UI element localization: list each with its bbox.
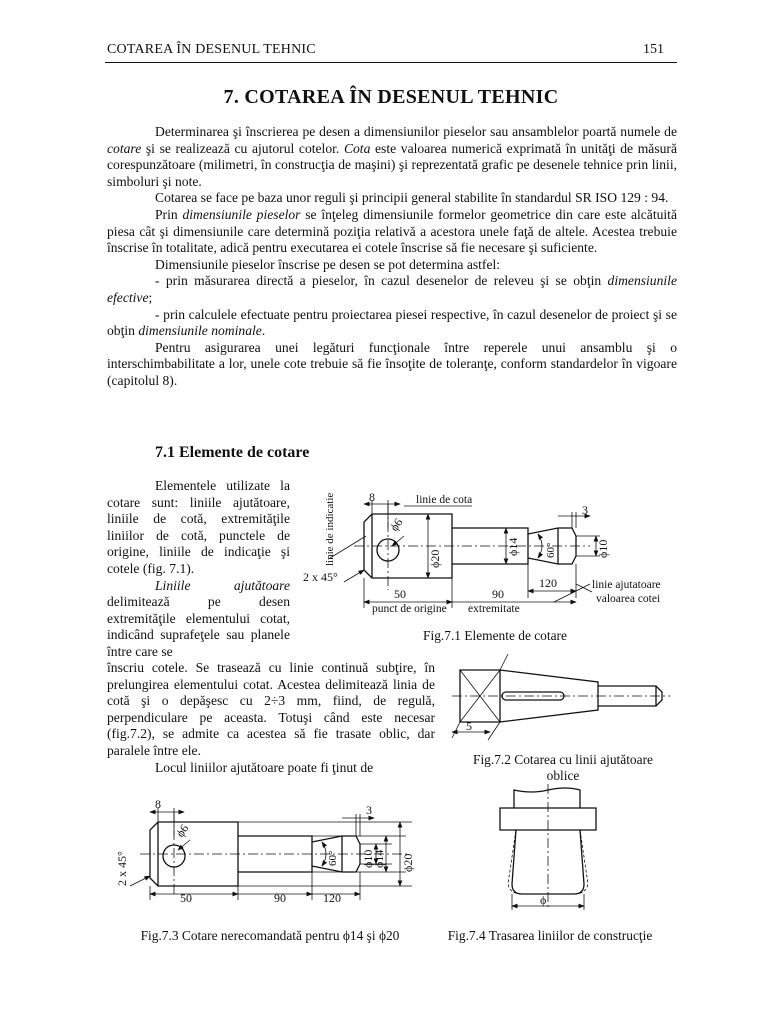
fig1-label-dimension-value: valoarea cotei: [596, 593, 661, 605]
text-run: ;: [148, 289, 153, 305]
term-cotare: cotare: [107, 140, 142, 156]
term-dimensiunile-efective: dimensiunile efective: [107, 273, 677, 305]
term-dimensiunile-nominale: dimensiunile nominale: [138, 323, 262, 339]
fig1-dim-50: 50: [394, 587, 406, 601]
paragraph-3: [107, 207, 677, 257]
paragraph-4: Dimensiunile pieselor înscrise pe desen se pot determina astfel:: [155, 256, 501, 272]
text-run: - prin calculele efectuate pentru proiectarea piesei respective, în cazul desenelor de proiect şi se obţin: [107, 306, 677, 339]
fig1-dim-120: 120: [539, 576, 557, 590]
term-liniile-ajutatoare: Liniile ajutătoare: [155, 577, 290, 593]
paragraph-location: Locul liniilor ajutătoare poate fi ţinut de: [155, 759, 374, 775]
paragraph-continued: înscriu cotele. Se trasează cu linie continuă subţire, în prelungirea elementului cotat. Acestea delimitează linia de cotă şi o depăşesc cu 2÷3 mm, fiind, de regulă, perpendiculare pe aceasta. Totuşi când este necesar (fig.7.2), se admite ca acestea să fie trasate oblic, dar paralele între ele.: [107, 660, 435, 758]
fig3-chamfer: 2 x 45°: [115, 851, 129, 886]
fig3-dim-phi10: ϕ10: [361, 849, 375, 868]
text-run: este valoarea numerică exprimată în unităţi de măsură corespunzătoare (milimetri, în construcţia de maşini) şi reprezentată grafic pe desenele tehnice prin linii, simboluri şi note.: [107, 140, 677, 189]
text-run: - prin măsurarea directă a pieselor, în cazul desenelor de releveu şi se obţin: [155, 273, 608, 289]
text-run: Prin: [155, 206, 183, 222]
fig2-caption-line1: Fig.7.2 Cotarea cu linii ajutătoare: [473, 752, 653, 767]
fig1-label-auxiliary-line: linie ajutatoare: [592, 579, 661, 591]
term-cota: Cota: [343, 140, 371, 156]
figure-7-4: [488, 784, 608, 914]
text-run: se înţeleg dimensiunile formelor geometrice din care este alcătuită piesa cât şi dimensiunile care determină poziţia relativă a acestora unele faţă de altele. Acestea trebuie înscrise în totalitate, adică pentru executarea ei cotele înscrise să fie necesare şi suficiente.: [107, 206, 677, 256]
section-text-column: [107, 478, 290, 661]
figure-7-2: [448, 652, 678, 748]
fig1-dim-angle: 60°: [545, 542, 557, 558]
text-run: Determinarea şi înscrierea pe desen a dimensiunilor pieselor sau ansamblelor poartă numele de: [155, 124, 677, 139]
term-dimensiunile-pieselor: dimensiunile pieselor: [182, 206, 301, 222]
section-text-continued: [107, 660, 435, 776]
fig3-caption: Fig.7.3 Cotare nerecomandată pentru ϕ14 şi ϕ20: [140, 928, 400, 943]
fig1-label-indication-line: linie de indicatie: [324, 492, 336, 566]
fig2-caption-line2: oblice: [546, 768, 580, 783]
fig4-phi: ϕ: [540, 893, 547, 907]
fig3-dim-angle: 60°: [327, 850, 339, 866]
fig3-dim-phi6: ϕ6: [172, 821, 192, 840]
fig3-dim-8: 8: [155, 797, 161, 811]
fig1-label-extremity: extremitate: [468, 603, 520, 615]
figure-7-3: [110, 796, 430, 906]
fig1-label-dimension-line: linie de cota: [416, 494, 473, 506]
fig3-dim-90: 90: [274, 891, 286, 905]
fig3-dim-120: 120: [323, 891, 341, 905]
header-rule: [105, 62, 677, 63]
fig1-dim-phi6: ϕ6: [386, 515, 406, 534]
fig1-chamfer: 2 x 45°: [303, 570, 338, 584]
paragraph-1: [107, 124, 677, 190]
paragraph-7: Pentru asigurarea unei legături funcţionale între reperele unui ansamblu şi o interschimbabilitate a lor, unele cote trebuie să fie însoţite de toleranţe, conform standardelor în vigoare (capitolul 8).: [107, 339, 677, 388]
fig3-dim-phi14: ϕ14: [372, 849, 386, 868]
fig1-caption: Fig.7.1 Elemente de cotare: [423, 628, 567, 643]
fig1-dim-phi10: ϕ10: [596, 539, 610, 558]
paragraph-2: Cotarea se face pe baza unor reguli şi principii general stabilite în standardul SR ISO 129 : 94.: [155, 190, 669, 206]
text-run: şi se realizează cu ajutorul cotelor.: [141, 140, 344, 156]
fig1-dim-phi20: ϕ20: [428, 549, 442, 568]
fig2-dim-5: 5: [466, 719, 472, 733]
section-title: 7.1 Elemente de cotare: [155, 444, 310, 461]
text-run: .: [261, 323, 266, 339]
fig3-dim-3: 3: [366, 803, 372, 817]
paragraph-5: [107, 273, 677, 306]
paragraph-auxiliary-lines: [107, 578, 290, 661]
fig1-dim-phi14: ϕ14: [506, 537, 520, 556]
fig1-dim-3: 3: [582, 503, 588, 517]
page-number: 151: [643, 42, 664, 57]
fig3-dim-50: 50: [180, 891, 192, 905]
running-header-title: COTAREA ÎN DESENUL TEHNIC: [107, 42, 316, 57]
paragraph-elements: Elementele utilizate la cotare sunt: liniile ajutătoare, liniile de cotă, extremităţile liniilor de cotă, punctele de origine, liniile de indicaţie şi cotele (fig. 7.1).: [107, 478, 290, 576]
fig2-caption: [450, 752, 676, 784]
paragraph-6: [107, 307, 677, 340]
figure-7-1: [300, 484, 680, 624]
fig1-dim-8: 8: [369, 490, 375, 504]
intro-text: [107, 124, 677, 390]
fig1-label-origin-point: punct de origine: [372, 603, 447, 615]
chapter-title: 7. COTAREA ÎN DESENUL TEHNIC: [223, 86, 559, 108]
fig1-dim-90: 90: [492, 587, 504, 601]
fig3-dim-phi20: ϕ20: [401, 853, 415, 872]
text-run: delimitează pe desen extremităţile elementului cotat, indicând suprafeţele sau planele între care se: [107, 594, 290, 659]
fig4-caption: Fig.7.4 Trasarea liniilor de construcţie: [447, 928, 653, 943]
